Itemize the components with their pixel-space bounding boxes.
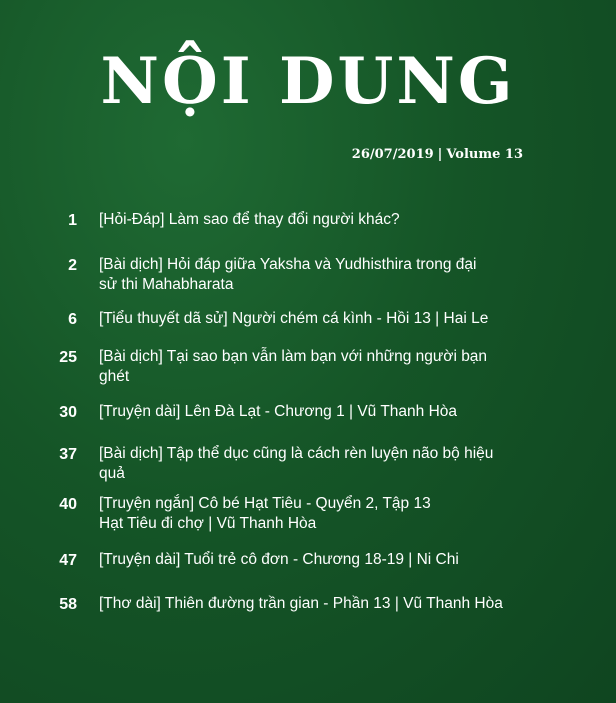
- toc-entry-title: [99, 594, 529, 614]
- toc-entry-line: [Truyện dài] Tuổi trẻ cô đơn - Chương 18-19 | Ni Chi: [99, 551, 459, 568]
- toc-entry-line: [Bài dịch] Hỏi đáp giữa Yaksha và Yudhisthira trong đại: [99, 256, 477, 273]
- toc-entry-title: [99, 550, 529, 570]
- toc-entry-title: [99, 347, 529, 387]
- toc-page-number: 47: [59, 552, 77, 569]
- page-title: NỘI DUNG: [100, 44, 516, 119]
- issue-info: [352, 147, 523, 162]
- toc-entry-line: Hạt Tiêu đi chợ | Vũ Thanh Hòa: [99, 515, 317, 532]
- toc-entry-line: ghét: [99, 368, 130, 385]
- toc-page-number: 40: [59, 496, 77, 513]
- toc-page-number: 25: [59, 349, 77, 366]
- toc-entry-line: [Hỏi-Đáp] Làm sao để thay đổi người khác?: [99, 211, 400, 228]
- toc-entry-title: [99, 309, 529, 329]
- toc-page-number: 58: [59, 596, 77, 613]
- issue-separator: |: [437, 147, 443, 162]
- issue-date: 26/07/2019: [351, 147, 434, 162]
- toc-entry-title: [99, 402, 529, 422]
- toc-entry-title: [99, 210, 529, 230]
- toc-page-number: 6: [68, 311, 77, 328]
- toc-page-number: 30: [59, 404, 77, 421]
- toc-entry-line: sử thi Mahabharata: [99, 276, 234, 293]
- toc-entry-line: quả: [99, 465, 125, 482]
- toc-entry-line: [Bài dịch] Tại sao bạn vẫn làm bạn với những người bạn: [99, 348, 488, 365]
- toc-entry-line: [Thơ dài] Thiên đường trần gian - Phần 13 | Vũ Thanh Hòa: [99, 595, 503, 612]
- toc-page-number: 1: [68, 212, 77, 229]
- toc-page-number: 2: [68, 257, 77, 274]
- issue-volume: Volume 13: [446, 147, 523, 162]
- toc-entry-line: [Truyện ngắn] Cô bé Hạt Tiêu - Quyển 2, Tập 13: [99, 495, 431, 512]
- toc-entry-line: [Truyện dài] Lên Đà Lạt - Chương 1 | Vũ Thanh Hòa: [99, 403, 458, 420]
- toc-page-number: 37: [59, 446, 77, 463]
- toc-entry-title: [99, 444, 529, 484]
- toc-entry-title: [99, 255, 529, 295]
- toc-entry-line: [Bài dịch] Tập thể dục cũng là cách rèn luyện não bộ hiệu: [99, 445, 494, 462]
- toc-entry-title: [99, 494, 529, 534]
- toc-entry-line: [Tiểu thuyết dã sử] Người chém cá kình - Hồi 13 | Hai Le: [99, 310, 489, 327]
